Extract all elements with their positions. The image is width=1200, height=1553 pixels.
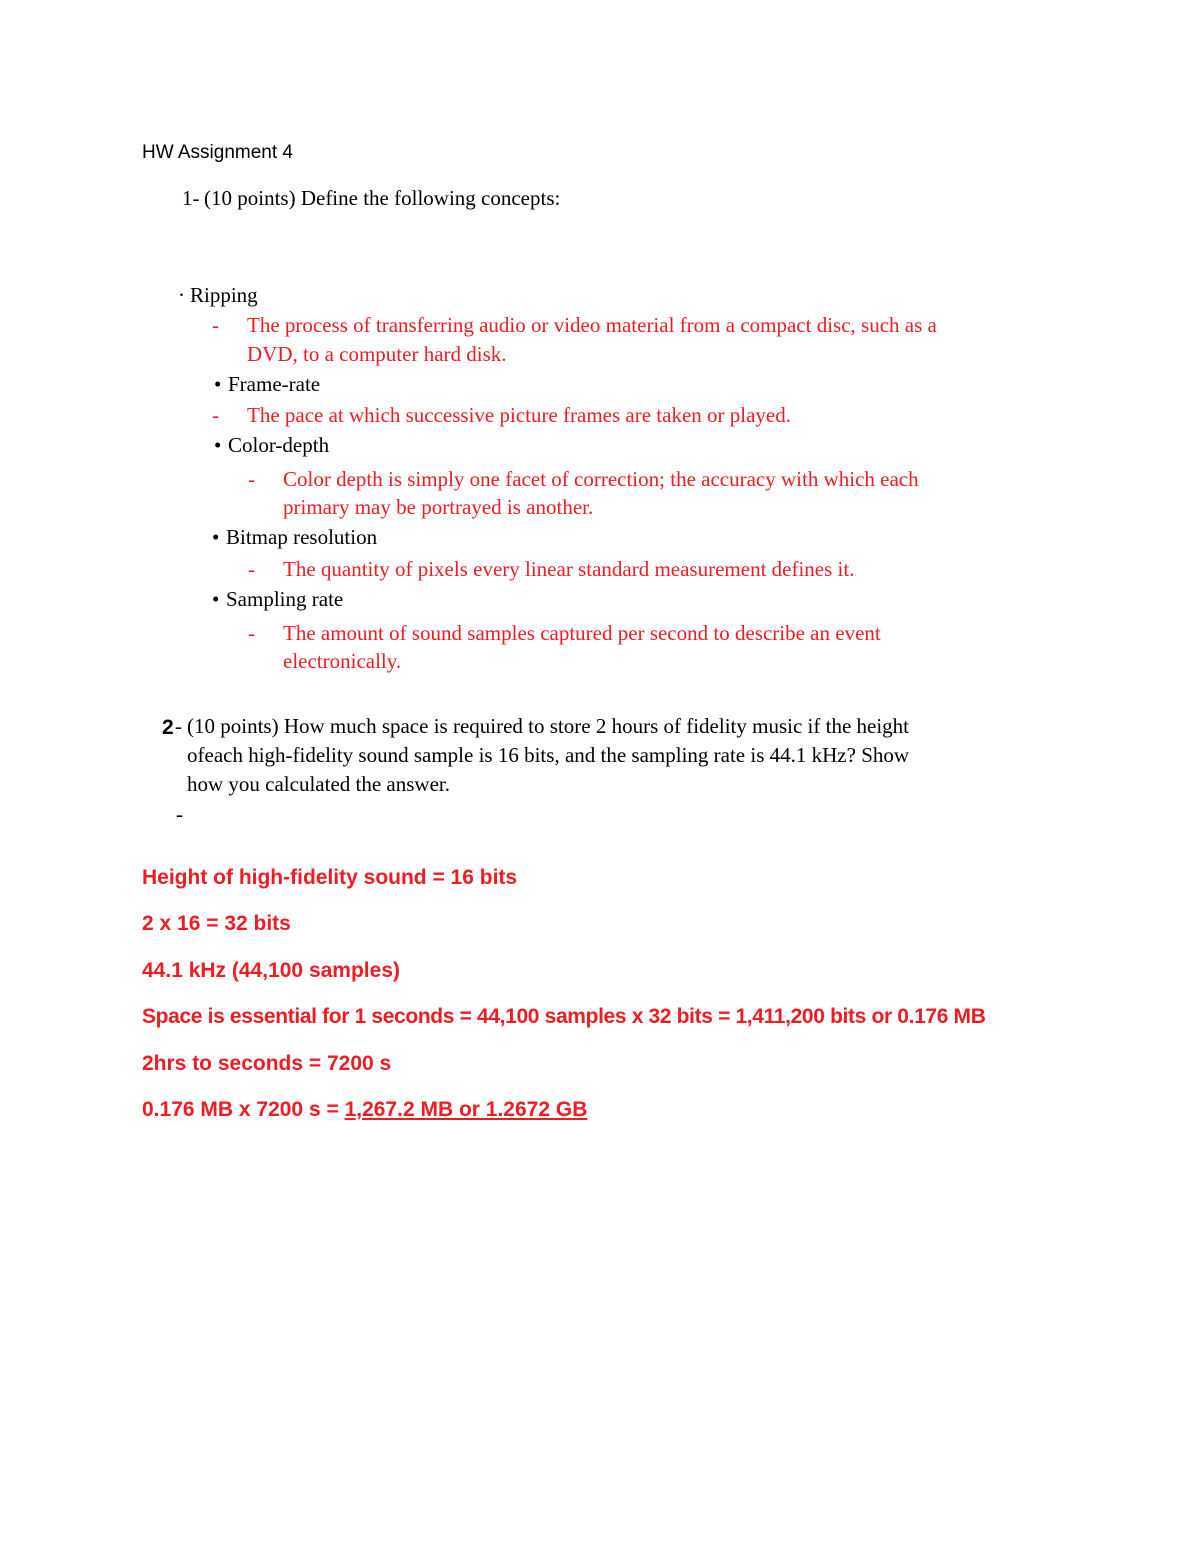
answer-line-bits: 2 x 16 = 32 bits [142,912,291,935]
term-sampling-rate: Sampling rate [226,587,344,611]
dash-frame-rate: - [212,403,219,427]
q2-text-line3: how you calculated the answer. [187,772,450,796]
answer-sampling-rate-line1: The amount of sound samples captured per second to describe an event [283,621,881,645]
dash-bitmap-resolution: - [248,557,255,581]
dash-ripping: - [212,313,219,337]
term-color-depth: Color-depth [228,433,330,457]
answer-line-height: Height of high-fidelity sound = 16 bits [142,866,518,889]
term-ripping: Ripping [190,283,258,307]
q1-bullet-color-depth: • [214,433,222,457]
q1-text: (10 points) Define the following concepts: [204,186,561,210]
answer-ripping-line1: The process of transferring audio or video material from a compact disc, such as a [247,313,937,337]
q1-bullet-ripping: · [178,283,185,307]
dash-sampling-rate: - [248,621,255,645]
q1-bullet-frame-rate: • [214,372,222,396]
q1-bullet-sampling-rate: • [212,587,220,611]
answer-line-space: Space is essential for 1 seconds = 44,100 samples x 32 bits = 1,411,200 bits or 0.176 MB [142,1005,986,1028]
q2-number-suffix: - [175,714,182,738]
answer-ripping-line2: DVD, to a computer hard disk. [247,342,507,366]
q2-number: 2 [162,716,174,739]
answer-line-sampling: 44.1 kHz (44,100 samples) [142,959,400,982]
answer-sampling-rate-line2: electronically. [283,649,402,673]
answer-bitmap-resolution: The quantity of pixels every linear standard measurement defines it. [283,557,855,581]
answer-frame-rate: The pace at which successive picture frames are taken or played. [247,403,791,427]
term-frame-rate: Frame-rate [228,372,321,396]
q2-trailing-dash: - [176,802,183,826]
term-bitmap-resolution: Bitmap resolution [226,525,378,549]
answer-final-result: 1,267.2 MB or 1.2672 GB [344,1098,588,1121]
answer-color-depth-line2: primary may be portrayed is another. [283,495,594,519]
document-title: HW Assignment 4 [142,142,293,163]
answer-color-depth-line1: Color depth is simply one facet of correction; the accuracy with which each [283,467,919,491]
dash-color-depth: - [248,467,255,491]
q1-bullet-bitmap-resolution: • [212,525,220,549]
q2-text-line2: ofeach high-fidelity sound sample is 16 bits, and the sampling rate is 44.1 kHz? Show [187,743,910,767]
answer-final-prefix: 0.176 MB x 7200 s = [142,1098,345,1121]
answer-line-seconds: 2hrs to seconds = 7200 s [142,1052,392,1075]
answer-final-line [142,1098,587,1122]
q1-number: 1- [182,186,200,210]
q2-text-line1: (10 points) How much space is required to store 2 hours of fidelity music if the height [187,714,910,738]
